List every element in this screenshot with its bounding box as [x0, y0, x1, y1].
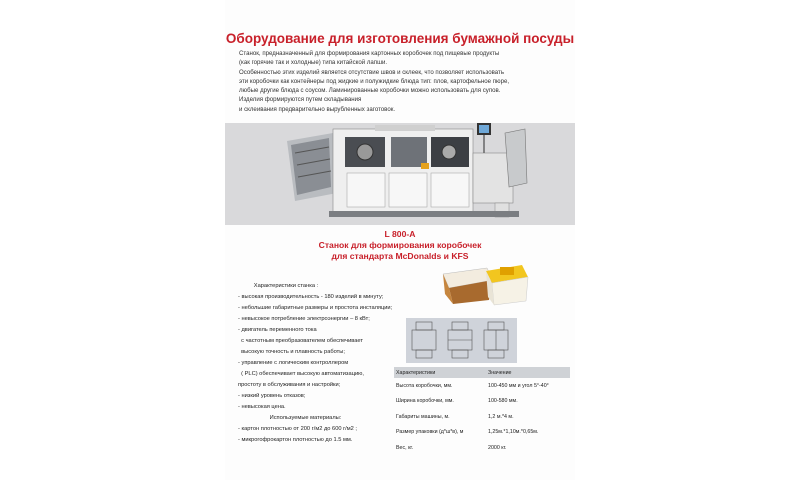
model-line-2: для стандарта McDonalds и KFS	[331, 251, 469, 261]
feature-line: Используемые материалы:	[238, 415, 342, 421]
table-row	[394, 394, 570, 410]
intro-line: (как горячие так и холодные) типа китайской лапши.	[239, 59, 388, 67]
model-line-1: Станок для формирования коробочек	[318, 240, 482, 250]
spec-table	[394, 367, 570, 456]
feature-line: - невысокая цена.	[238, 404, 286, 410]
document-page	[225, 0, 575, 480]
table-cell: Вес, кг.	[396, 444, 414, 451]
feature-line: - микрогофрокартон плотностью до 1.5 мм.	[238, 437, 353, 443]
table-cell: Высота коробочки, мм.	[396, 382, 453, 389]
intro-line: Изделия формируются путем складывания	[239, 96, 362, 104]
table-cell: Размер упаковки (д*ш*в), м	[396, 429, 464, 436]
intro-line: и склеивания предварительно вырубленных заготовок.	[239, 105, 396, 113]
feature-line: - высокая производительность - 180 изделий в минуту;	[238, 294, 384, 300]
machine-illustration	[225, 123, 575, 225]
feature-line: простоту в обслуживания и настройки;	[238, 382, 341, 388]
intro-line: эти коробочки как контейнеры под жидкие и полужидкие блюда тип: плов, картофельное пюре,	[239, 77, 510, 85]
feature-line: - небольшие габаритные размеры и простота инсталяции;	[238, 305, 393, 311]
intro-line: любые другие блюда с соусом. Ламинированные коробочки можно использовать для супов.	[239, 87, 501, 95]
feature-line: ( PLC) обеспечивает высокую автоматизацию,	[238, 371, 364, 377]
feature-line: высокую точность и плавность работы;	[238, 349, 345, 355]
model-heading	[225, 229, 575, 262]
table-cell: 1,25м.*1,10м.*0,65м.	[488, 429, 539, 436]
feature-line: - управление с логическим контроллером	[238, 360, 349, 366]
diagram-drawing	[406, 318, 517, 363]
box-blank-diagram	[406, 318, 517, 363]
intro-text	[239, 49, 569, 114]
table-cell: Габариты машины, м.	[396, 413, 450, 420]
table-cell: 100-450 мм и угол 5°-40°	[488, 382, 549, 389]
table-row	[394, 378, 570, 394]
table-row	[394, 425, 570, 441]
table-header-cell: Значение	[486, 367, 570, 378]
feature-line: - картон плотностью от 200 г/м2 до 600 г/м2 ;	[238, 426, 358, 432]
feature-line: с частотным преобразователем обеспечивает	[238, 338, 363, 344]
page-title: Оборудование для изготовления бумажной посуды	[225, 31, 575, 46]
feature-line: - двигатель переменного тока	[238, 327, 317, 333]
feature-line: - низкий уровень отказов;	[238, 393, 306, 399]
table-cell: Ширина коробочки, мм.	[396, 398, 454, 405]
table-row	[394, 409, 570, 425]
machine-photo	[225, 123, 575, 225]
intro-line: Станок, предназначенный для формирования картонных коробочек под пищевые продукты	[239, 50, 500, 57]
yellow-box-image	[478, 261, 533, 309]
table-header-row	[394, 367, 570, 378]
features-list	[238, 281, 408, 446]
table-cell: 1,2 м.*4 м.	[488, 413, 514, 420]
table-header-cell: Характеристики	[394, 367, 486, 378]
intro-line: Особенностью этих изделий является отсутствие швов и склеек, что позволяет использовать	[239, 68, 505, 76]
model-code: L 800-A	[384, 229, 416, 239]
feature-line: - невысокое потребление электроэнергии – 8 кВт;	[238, 316, 370, 322]
table-cell: 2000 кг.	[488, 444, 507, 451]
feature-line: Характеристики станка :	[238, 283, 319, 289]
table-cell: 100-580 мм.	[488, 398, 518, 405]
table-row	[394, 440, 570, 456]
